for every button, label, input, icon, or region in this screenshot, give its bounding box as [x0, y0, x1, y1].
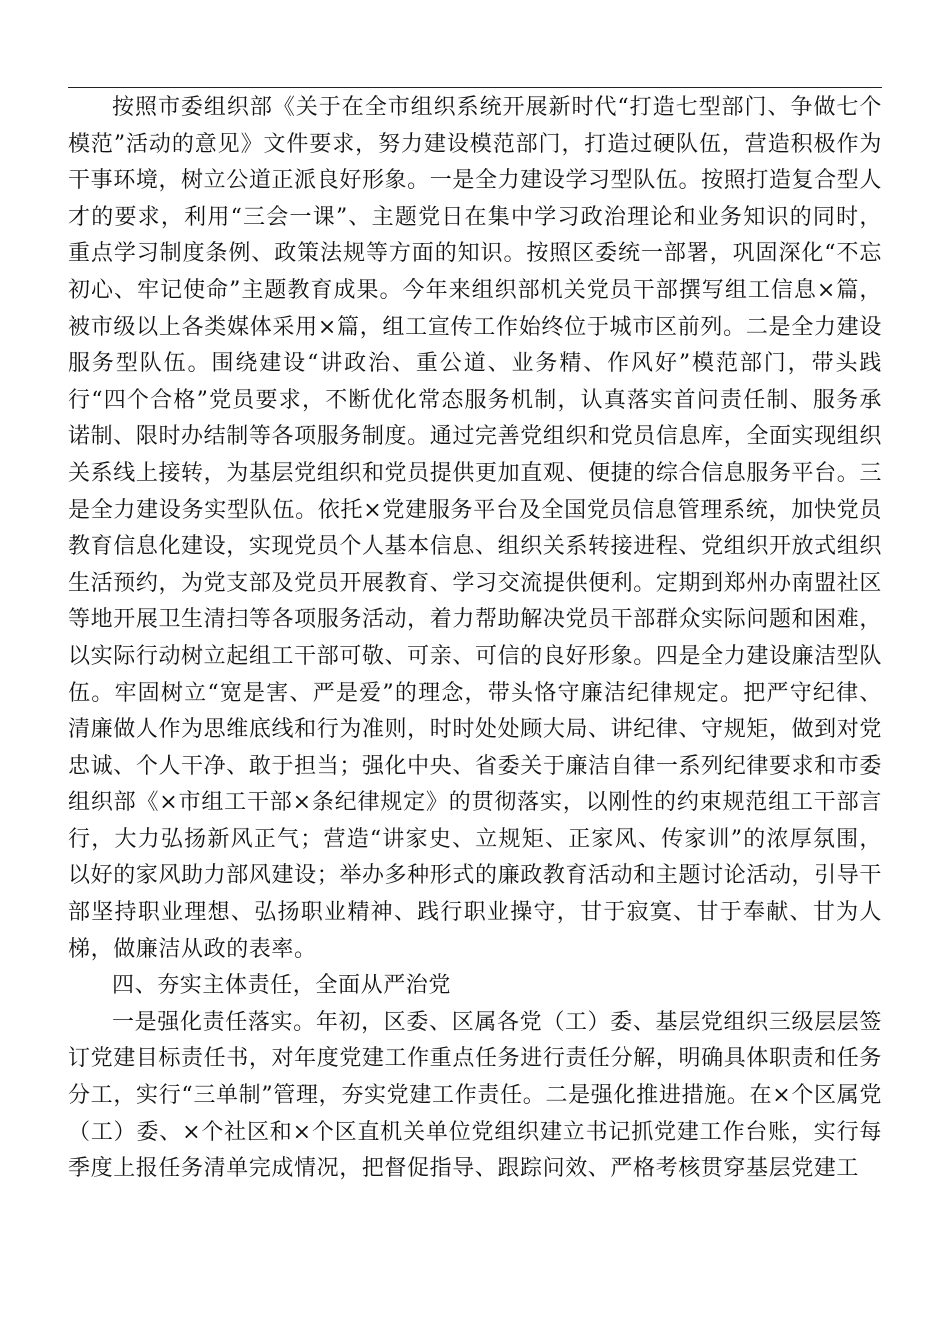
- document-body: [68, 90, 882, 1188]
- body-paragraph: 按照市委组织部《关于在全市组织系统开展新时代“打造七型部门、争做七个模范”活动的意见》文件要求，努力建设模范部门，打造过硬队伍，营造积极作为干事环境，树立公道正派良好形象。一是全力建设学习型队伍。按照打造复合型人才的要求，利用“三会一课”、主题党日在集中学习政治理论和业务知识的同时，重点学习制度条例、政策法规等方面的知识。按照区委统一部署，巩固深化“不忘初心、牢记使命”主题教育成果。今年来组织部机关党员干部撰写组工信息×篇，被市级以上各类媒体采用×篇，组工宣传工作始终位于城市区前列。二是全力建设服务型队伍。围绕建设“讲政治、重公道、业务精、作风好”模范部门，带头践行“四个合格”党员要求，不断优化常态服务机制，认真落实首问责任制、服务承诺制、限时办结制等各项服务制度。通过完善党组织和党员信息库，全面实现组织关系线上接转，为基层党组织和党员提供更加直观、便捷的综合信息服务平台。三是全力建设务实型队伍。依托×党建服务平台及全国党员信息管理系统，加快党员教育信息化建设，实现党员个人基本信息、组织关系转接进程、党组织开放式组织生活预约，为党支部及党员开展教育、学习交流提供便利。定期到郑州办南盟社区等地开展卫生清扫等各项服务活动，着力帮助解决党员干部群众实际问题和困难，以实际行动树立起组工干部可敬、可亲、可信的良好形象。四是全力建设廉洁型队伍。牢固树立“宽是害、严是爱”的理念，带头恪守廉洁纪律规定。把严守纪律、清廉做人作为思维底线和行为准则，时时处处顾大局、讲纪律、守规矩，做到对党忠诚、个人干净、敢于担当；强化中央、省委关于廉洁自律一系列纪律要求和市委组织部《×市组工干部×条纪律规定》的贯彻落实，以刚性的约束规范组工干部言行，大力弘扬新风正气；营造“讲家史、立规矩、正家风、传家训”的浓厚氛围，以好的家风助力部风建设；举办多种形式的廉政教育活动和主题讨论活动，引导干部坚持职业理想、弘扬职业精神、践行职业操守，甘于寂寞、甘于奉献、甘为人梯，做廉洁从政的表率。: [68, 95, 882, 962]
- header-rule: [68, 87, 882, 88]
- section-heading: 四、夯实主体责任，全面从严治党: [112, 973, 452, 999]
- body-paragraph: 一是强化责任落实。年初，区委、区属各党（工）委、基层党组织三级层层签订党建目标责任书，对年度党建工作重点任务进行责任分解，明确具体职责和任务分工，实行“三单制”管理，夯实党建工作责任。二是强化推进措施。在×个区属党（工）委、×个社区和×个区直机关单位党组织建立书记抓党建工作台账，实行每季度上报任务清单完成情况，把督促指导、跟踪问效、严格考核贯穿基层党建工: [68, 1009, 882, 1182]
